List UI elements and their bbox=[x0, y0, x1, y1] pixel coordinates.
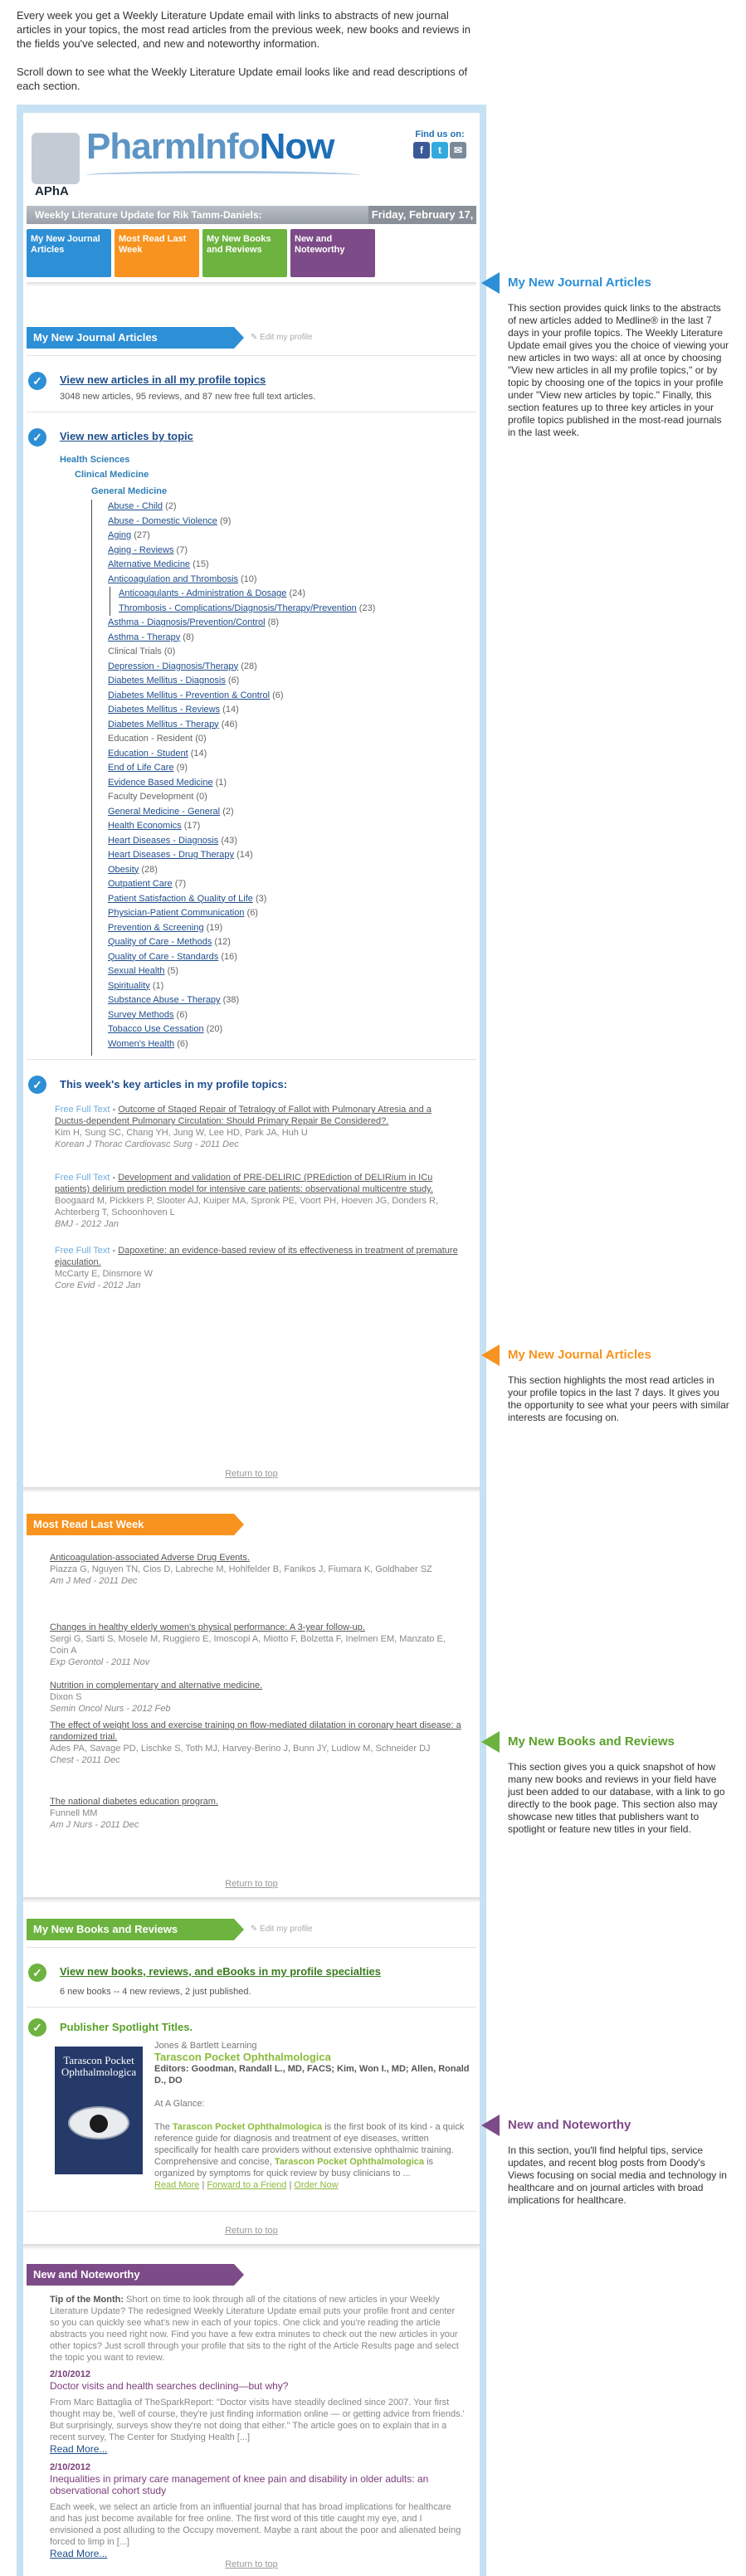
side-noteworthy-title: New and Noteworthy bbox=[508, 2118, 631, 2132]
topic-count: (27) bbox=[134, 530, 150, 540]
topic-label[interactable]: Abuse - Child bbox=[108, 501, 163, 511]
topic-label[interactable]: Anticoagulation and Thrombosis bbox=[108, 573, 238, 584]
topic-count: (9) bbox=[176, 763, 188, 773]
brand-name-b: Now bbox=[259, 126, 334, 167]
topic-item[interactable] bbox=[108, 674, 456, 689]
article-title-link[interactable]: The effect of weight loss and exercise training on flow-mediated dilatation in coronary heart disease: a randomized trial. bbox=[50, 1720, 461, 1742]
topic-item[interactable] bbox=[108, 950, 456, 965]
article-source: Exp Gerontol - 2011 Nov bbox=[50, 1657, 150, 1667]
article-heading: Free Full Text - Development and validation of PRE-DELIRIC (PREdiction of DELIRium in ICu patients) delirium prediction model for intensive care patients: observational multicentre study. bbox=[55, 1173, 433, 1194]
read-more-link[interactable]: Read More... bbox=[50, 2548, 108, 2559]
topic-count: (24) bbox=[289, 588, 306, 598]
topic-label[interactable]: Alternative Medicine bbox=[108, 559, 191, 569]
forward-friend-link[interactable]: Forward to a Friend bbox=[207, 2180, 287, 2190]
pharminfonow-logo[interactable] bbox=[28, 121, 385, 204]
topic-item[interactable] bbox=[108, 747, 456, 762]
side-books-desc: This section gives you a quick snapshot of how many new books and reviews in your field have just been added to our database, with a link to go directly to the book page. This section also may showcase new titles that publishers want to spotlight or feature new titles in your field. bbox=[508, 1761, 725, 1835]
article-source: Semin Oncol Nurs - 2012 Feb bbox=[50, 1704, 171, 1714]
topic-label[interactable]: Diabetes Mellitus - Diagnosis bbox=[108, 676, 226, 685]
tip-of-month: Tip of the Month: Short on time to look through all of the citations of new articles in your Weekly Literature Update? The redesigned Weekly Literature Update email puts your profile front and center so you can quickly see what's new in each of your topics. One click and you're reading the article abstracts you need right now. Find you have a few extra minutes to check out the new articles in your other topics? Just scroll through your profile that sits to the right of the Article Results page and select the topic you want to review. bbox=[50, 2295, 459, 2363]
topic-count: (1) bbox=[215, 777, 227, 788]
topic-count: (6) bbox=[227, 676, 240, 685]
article-authors: Piazza G, Nguyen TN, Cios D, Labreche M, Hohlfelder B, Fanikos J, Fiumara K, Goldhaber SZ bbox=[50, 1564, 432, 1574]
post-title[interactable]: Doctor visits and health searches declining—but why? bbox=[50, 2380, 289, 2392]
tab-books-reviews[interactable]: My New Books and Reviews bbox=[202, 229, 287, 277]
article-source: Am J Nurs - 2011 Dec bbox=[50, 1820, 139, 1830]
topic-label[interactable]: Health Economics bbox=[108, 821, 182, 831]
journal-section-bar: My New Journal Articles bbox=[27, 327, 234, 349]
topic-count: (28) bbox=[241, 661, 257, 671]
email-body bbox=[23, 113, 480, 2576]
topic-count: (38) bbox=[222, 995, 240, 1005]
key-article bbox=[55, 1172, 461, 1230]
check-icon: ✓ bbox=[28, 372, 46, 390]
topic-label[interactable]: Substance Abuse - Therapy bbox=[108, 995, 221, 1005]
arrow-icon bbox=[481, 1731, 500, 1753]
article-source: Am J Med - 2011 Dec bbox=[50, 1576, 138, 1586]
article-authors: Boogaard M, Pickkers P, Slooter AJ, Kuiper MA, Spronk PE, Voort PH, Hoeven JG, Donders R, Achterberg T, Schoonhoven L bbox=[55, 1196, 439, 1217]
topic-item[interactable] bbox=[108, 979, 456, 994]
topic-item[interactable] bbox=[108, 805, 456, 820]
section-separator bbox=[23, 1487, 480, 1493]
books-summary: 6 new books -- 4 new reviews, 2 just published. bbox=[60, 1987, 251, 1997]
arrow-icon bbox=[481, 272, 500, 294]
article-authors: McCarty E, Dinsmore W bbox=[55, 1269, 153, 1279]
topic-label[interactable]: Survey Methods bbox=[108, 1009, 174, 1020]
brand-name-a: PharmInfo bbox=[86, 126, 260, 167]
topic-label[interactable]: General Medicine - General bbox=[108, 806, 221, 817]
key-articles-title: This week's key articles in my profile topics: bbox=[60, 1078, 288, 1090]
topic-count: (6) bbox=[272, 690, 284, 700]
article-title-link[interactable]: Changes in healthy elderly women's physical performance: A 3-year follow-up. bbox=[50, 1622, 365, 1632]
social-links bbox=[407, 129, 473, 161]
post-date: 2/10/2012 bbox=[50, 2462, 90, 2472]
topic-label[interactable]: Sexual Health bbox=[108, 966, 165, 976]
topic-label: Education - Resident bbox=[108, 734, 193, 744]
read-more-link[interactable]: Read More... bbox=[50, 2443, 108, 2455]
logo-swoosh bbox=[86, 171, 360, 179]
topic-item[interactable] bbox=[108, 573, 456, 588]
topic-label[interactable]: Heart Diseases - Drug Therapy bbox=[108, 850, 235, 860]
topic-label[interactable]: Prevention & Screening bbox=[108, 922, 204, 933]
topic-item[interactable] bbox=[110, 602, 456, 617]
topic-item bbox=[108, 790, 456, 805]
article-heading: Free Full Text - Outcome of Staged Repair of Tetralogy of Fallot with Pulmonary Atresia and a Ductus-dependent Pulmonary Circulation: Should Primary Repair Be Considered?. bbox=[55, 1105, 432, 1126]
eye-image bbox=[68, 2106, 129, 2139]
spotlight-title: Publisher Spotlight Titles. bbox=[60, 2021, 193, 2033]
side-noteworthy-desc: In this section, you'll find helpful tips, service updates, and recent blog posts from Doody's Views focusing on social media and technology in healthcare and on journal articles with broad implications for healthcare. bbox=[508, 2144, 727, 2206]
apha-logo-text: APhA bbox=[35, 184, 69, 198]
check-icon: ✓ bbox=[28, 2018, 46, 2037]
article-source: Chest - 2011 Dec bbox=[50, 1755, 120, 1765]
topic-item[interactable] bbox=[108, 776, 456, 791]
topic-item[interactable] bbox=[108, 819, 456, 834]
book-links: Read More | Forward to a Friend | Order Now bbox=[154, 2180, 339, 2190]
divider bbox=[27, 355, 476, 356]
book-title[interactable]: Tarascon Pocket Ophthalmologica bbox=[154, 2051, 331, 2063]
topic-count: (17) bbox=[183, 821, 201, 831]
topic-label: Faculty Development bbox=[108, 792, 194, 802]
topic-item[interactable] bbox=[108, 921, 456, 936]
topic-item[interactable] bbox=[108, 718, 456, 733]
intro-paragraph-1: Every week you get a Weekly Literature Update email with links to abstracts of new journal articles in your topics, the most read articles from the previous week, new books and reviews in the fields you've selected, and new and noteworthy information. bbox=[17, 9, 471, 50]
topic-label[interactable]: Evidence Based Medicine bbox=[108, 777, 213, 788]
topic-count: (14) bbox=[222, 705, 239, 715]
topic-count: (6) bbox=[177, 1038, 188, 1049]
facebook-icon[interactable]: f bbox=[413, 142, 430, 159]
topic-item bbox=[108, 732, 456, 747]
topic-item[interactable] bbox=[108, 1037, 456, 1052]
brand-name bbox=[86, 126, 334, 168]
topic-item[interactable] bbox=[108, 906, 456, 921]
topic-label[interactable]: Diabetes Mellitus - Reviews bbox=[108, 705, 221, 715]
side-books-title: My New Books and Reviews bbox=[508, 1734, 675, 1749]
topic-item[interactable] bbox=[108, 834, 456, 849]
side-journal-desc: This section provides quick links to the abstracts of new articles added to Medline® in the last 7 days in your profile topics. The Weekly Literature Update email gives you the choice of viewing your new articles in two ways: all at once by choosing "View new articles in all my profile topics," or by topic by choosing one of the topics in your profile under "View new articles by topic." Finally, this section features up to three key articles in your profile topics published in the most-read journals in the last week. bbox=[508, 302, 729, 438]
topic-label: Clinical Trials bbox=[108, 646, 162, 656]
topic-item[interactable] bbox=[108, 761, 456, 776]
topic-item[interactable] bbox=[108, 544, 456, 559]
key-article bbox=[55, 1104, 461, 1150]
most-read-article bbox=[50, 1720, 465, 1766]
topic-count: (7) bbox=[176, 544, 188, 555]
topic-count: (8) bbox=[267, 617, 280, 627]
topic-count: (6) bbox=[246, 908, 258, 918]
order-now-link[interactable]: Order Now bbox=[294, 2180, 339, 2190]
post-date: 2/10/2012 bbox=[50, 2369, 90, 2379]
topic-label[interactable]: Aging - Reviews bbox=[108, 544, 174, 555]
topic-label[interactable]: Anticoagulants - Administration & Dosage bbox=[119, 588, 287, 598]
topic-item[interactable] bbox=[108, 1008, 456, 1023]
article-heading: Free Full Text - Dapoxetine: an evidence-based review of its effectiveness in treatment of premature ejaculation. bbox=[55, 1246, 458, 1267]
topic-count: (1) bbox=[152, 980, 164, 991]
topic-count: (43) bbox=[221, 835, 237, 846]
topic-count: (20) bbox=[206, 1024, 223, 1034]
article-title-link[interactable]: The national diabetes education program. bbox=[50, 1797, 219, 1807]
update-date: Friday, February 17, 2012 bbox=[368, 206, 476, 224]
tab-journal-articles[interactable]: My New Journal Articles bbox=[27, 229, 111, 277]
topic-label[interactable]: Diabetes Mellitus - Therapy bbox=[108, 719, 219, 729]
topic-label[interactable]: Education - Student bbox=[108, 748, 188, 759]
topic-count: (14) bbox=[236, 850, 253, 860]
book-cover[interactable] bbox=[55, 2047, 143, 2174]
most-read-article bbox=[50, 1680, 465, 1715]
topic-item[interactable] bbox=[108, 1022, 456, 1037]
check-icon: ✓ bbox=[28, 1964, 46, 1982]
topic-label[interactable]: Aging bbox=[108, 530, 132, 540]
return-to-top-link[interactable]: Return to top bbox=[225, 1879, 278, 1889]
intro-paragraph-2: Scroll down to see what the Weekly Literature Update email looks like and read descriptions of each section. bbox=[17, 66, 468, 92]
most-read-article bbox=[50, 1622, 465, 1668]
topic-count: (3) bbox=[255, 893, 267, 904]
view-books-link[interactable]: View new books, reviews, and eBooks in my profile specialties bbox=[60, 1965, 382, 1978]
topic-count: (9) bbox=[219, 515, 232, 526]
topic-item[interactable] bbox=[108, 993, 456, 1008]
tab-noteworthy[interactable]: New and Noteworthy bbox=[290, 229, 375, 277]
return-to-top-link[interactable]: Return to top bbox=[225, 2559, 278, 2569]
topic-label[interactable]: Quality of Care - Methods bbox=[108, 937, 212, 947]
topic-count: (16) bbox=[221, 951, 237, 962]
book-editors: Editors: Goodman, Randall L., MD, FACS; Kim, Won I., MD; Allen, Ronald D., DO bbox=[154, 2064, 470, 2086]
section-separator bbox=[23, 2244, 480, 2250]
free-full-text-tag: Free Full Text bbox=[55, 1105, 110, 1115]
section-separator bbox=[23, 1897, 480, 1903]
book-cover-title: Tarascon Pocket Ophthalmologica bbox=[61, 2054, 137, 2078]
article-authors: Funnell MM bbox=[50, 1808, 98, 1818]
divider bbox=[27, 1059, 476, 1060]
topic-label[interactable]: Women's Health bbox=[108, 1038, 175, 1049]
topic-item[interactable] bbox=[108, 848, 456, 863]
view-all-topics-link[interactable]: View new articles in all my profile topics bbox=[60, 373, 266, 386]
article-title-link[interactable]: Development and validation of PRE-DELIRIC (PREdiction of DELIRium in ICu patients) delirium prediction model for intensive care patients: observational multicentre study. bbox=[55, 1173, 433, 1194]
article-title-link[interactable]: Nutrition in complementary and alternative medicine. bbox=[50, 1681, 263, 1690]
noteworthy-item bbox=[50, 2461, 465, 2560]
divider bbox=[27, 1947, 476, 1948]
side-mostread-desc: This section highlights the most read articles in your profile topics in the last 7 days. It gives you the opportunity to see what your peers with similar interests are focusing on. bbox=[508, 1374, 729, 1423]
return-to-top-link[interactable]: Return to top bbox=[225, 1469, 278, 1479]
post-title[interactable]: Inequalities in primary care management of knee pain and disability in older adults: an observational cohort study bbox=[50, 2473, 429, 2496]
topic-label[interactable]: Spirituality bbox=[108, 980, 150, 991]
topic-label[interactable]: Outpatient Care bbox=[108, 879, 173, 889]
post-body: Each week, we select an article from an influential journal that has broad implications for healthcare and has just become available for free online. The first word of this title caught my eye, and I envisioned a post alluding to the Occupy movement. Maybe a rant about the poor and alienated being forced to limp in [...] bbox=[50, 2502, 461, 2547]
noteworthy-item bbox=[50, 2369, 465, 2456]
tree-clinical-medicine[interactable]: Clinical Medicine bbox=[75, 470, 149, 480]
books-section-bar: My New Books and Reviews bbox=[27, 1919, 234, 1940]
article-title-link[interactable]: Outcome of Staged Repair of Tetralogy of Fallot with Pulmonary Atresia and a Ductus-dependent Pulmonary Circulation: Should Primary Repair Be Considered?. bbox=[55, 1105, 432, 1126]
topic-item[interactable] bbox=[108, 500, 456, 515]
topic-label[interactable]: Patient Satisfaction & Quality of Life bbox=[108, 893, 253, 904]
topic-label[interactable]: End of Life Care bbox=[108, 763, 174, 773]
article-authors: Kim H, Sung SC, Chang YH, Jung W, Lee HD, Park JA, Huh U bbox=[55, 1128, 308, 1138]
tree-general-medicine[interactable]: General Medicine bbox=[91, 486, 168, 496]
side-journal-title: My New Journal Articles bbox=[508, 276, 651, 290]
topic-item[interactable] bbox=[108, 558, 456, 573]
topic-count: (0) bbox=[163, 646, 176, 656]
twitter-icon[interactable]: t bbox=[432, 142, 448, 159]
post-body: From Marc Battaglia of TheSparkReport: "Doctor visits have steadily declined since 2007. Your first thought may be, 'well of course, they're just finding information online — or getting advice from friends.' But surprisingly, surveys show they're not doing that either." The article goes on to explain that in a recent survey, The Center for Studying Health [...] bbox=[50, 2398, 465, 2442]
topic-count: (10) bbox=[241, 573, 257, 584]
topic-list bbox=[91, 500, 456, 1056]
at-glance-label: At A Glance: bbox=[154, 2099, 205, 2109]
topic-count: (5) bbox=[167, 966, 179, 976]
topic-count: (2) bbox=[222, 806, 234, 817]
weekly-update-bar bbox=[27, 206, 476, 239]
topic-count: (46) bbox=[221, 719, 238, 729]
topic-count: (23) bbox=[358, 603, 376, 613]
topic-count: (28) bbox=[141, 864, 158, 875]
check-icon: ✓ bbox=[28, 1076, 46, 1094]
article-title-link[interactable]: Anticoagulation-associated Adverse Drug Events. bbox=[50, 1553, 250, 1563]
return-to-top-link[interactable]: Return to top bbox=[225, 2226, 278, 2236]
topic-item bbox=[108, 645, 456, 660]
check-icon: ✓ bbox=[28, 428, 46, 446]
topic-label[interactable]: Quality of Care - Standards bbox=[108, 951, 219, 962]
topic-count: (0) bbox=[195, 734, 207, 744]
blog-icon[interactable]: ✉ bbox=[450, 142, 466, 159]
tree-health-sciences[interactable]: Health Sciences bbox=[60, 455, 130, 465]
topic-item[interactable] bbox=[108, 689, 456, 704]
topic-label[interactable]: Diabetes Mellitus - Prevention & Control bbox=[108, 690, 271, 700]
noteworthy-section-bar: New and Noteworthy bbox=[27, 2264, 234, 2286]
topic-label[interactable]: Thrombosis - Complications/Diagnosis/Therapy/Prevention bbox=[119, 603, 357, 613]
topic-item[interactable] bbox=[108, 863, 456, 878]
topic-item[interactable] bbox=[108, 616, 456, 631]
topic-count: (19) bbox=[206, 922, 223, 933]
article-title-link[interactable]: Dapoxetine: an evidence-based review of its effectiveness in treatment of premature ejaculation. bbox=[55, 1246, 458, 1267]
article-source: BMJ - 2012 Jan bbox=[55, 1219, 119, 1229]
topic-count: (7) bbox=[174, 879, 187, 889]
view-by-topic-link[interactable]: View new articles by topic bbox=[60, 430, 193, 442]
topic-label[interactable]: Asthma - Therapy bbox=[108, 632, 181, 642]
edit-profile-link[interactable]: ✎ Edit my profile bbox=[251, 1925, 313, 1934]
topic-item[interactable] bbox=[108, 515, 456, 529]
all-topics-summary: 3048 new articles, 95 reviews, and 87 new free full text articles. bbox=[60, 392, 316, 402]
free-full-text-tag: Free Full Text bbox=[55, 1246, 110, 1256]
find-us-label: Find us on: bbox=[415, 129, 465, 139]
topic-label[interactable]: Obesity bbox=[108, 864, 139, 875]
tab-shadow bbox=[27, 282, 476, 286]
most-read-article bbox=[50, 1552, 465, 1587]
article-source: Korean J Thorac Cardiovasc Surg - 2011 Dec bbox=[55, 1139, 239, 1149]
article-source: Core Evid - 2012 Jan bbox=[55, 1281, 141, 1290]
mortar-pestle-icon bbox=[32, 133, 80, 184]
read-more-link[interactable]: Read More bbox=[154, 2180, 200, 2190]
topic-item[interactable] bbox=[108, 892, 456, 907]
arrow-icon bbox=[481, 2115, 500, 2136]
tab-most-read[interactable]: Most Read Last Week bbox=[115, 229, 199, 277]
topic-item[interactable] bbox=[108, 935, 456, 950]
topic-count: (2) bbox=[165, 501, 177, 511]
divider bbox=[27, 2211, 476, 2212]
book-info bbox=[154, 2040, 470, 2191]
topic-label[interactable]: Asthma - Diagnosis/Prevention/Control bbox=[108, 617, 266, 627]
side-mostread-title: My New Journal Articles bbox=[508, 1348, 651, 1362]
edit-profile-link[interactable]: ✎ Edit my profile bbox=[251, 333, 313, 342]
topic-item[interactable] bbox=[110, 587, 456, 602]
article-authors: Ades PA, Savage PD, Lischke S, Toth MJ, Harvey-Berino J, Bunn JY, Ludlow M, Schneider DJ bbox=[50, 1744, 431, 1754]
topic-count: (15) bbox=[193, 559, 209, 569]
topic-label[interactable]: Abuse - Domestic Violence bbox=[108, 515, 217, 526]
article-authors: Dixon S bbox=[50, 1692, 82, 1702]
topic-count: (12) bbox=[214, 937, 231, 947]
weekly-update-title: Weekly Literature Update for Rik Tamm-Daniels: bbox=[35, 209, 262, 221]
article-authors: Sergi G, Sarti S, Mosele M, Ruggiero E, Imoscopi A, Miotto F, Bolzetta F, Inelmen EM, Manzato E, Coin A bbox=[50, 1634, 446, 1656]
topic-item[interactable] bbox=[108, 964, 456, 979]
most-read-article bbox=[50, 1796, 465, 1831]
topic-label[interactable]: Tobacco Use Cessation bbox=[108, 1024, 204, 1034]
book-publisher: Jones & Bartlett Learning bbox=[154, 2041, 257, 2051]
intro-text bbox=[17, 8, 481, 107]
divider bbox=[27, 2007, 476, 2008]
most-read-section-bar: Most Read Last Week bbox=[27, 1514, 234, 1535]
topic-item[interactable] bbox=[108, 631, 456, 646]
arrow-icon bbox=[481, 1344, 500, 1366]
topic-item[interactable] bbox=[108, 703, 456, 718]
topic-item[interactable] bbox=[108, 529, 456, 544]
topic-label[interactable]: Physician-Patient Communication bbox=[108, 908, 245, 918]
topic-label[interactable]: Heart Diseases - Diagnosis bbox=[108, 835, 219, 846]
topic-count: (14) bbox=[190, 748, 207, 759]
topic-count: (8) bbox=[183, 632, 194, 642]
book-description: The Tarascon Pocket Ophthalmologica is the first book of its kind - a quick reference guide for diagnosis and treatment of eye diseases, written specifically for health care providers without extensive ophthalmic training. Comprehensive and concise, Tarascon Pocket Ophthalmologica is organized by symptoms for quick review by busy clinicians to ... bbox=[154, 2122, 465, 2178]
free-full-text-tag: Free Full Text bbox=[55, 1173, 110, 1183]
topic-count: (6) bbox=[176, 1009, 188, 1020]
topic-item[interactable] bbox=[108, 877, 456, 892]
topic-item[interactable] bbox=[108, 660, 456, 675]
topic-count: (0) bbox=[196, 792, 207, 802]
email-frame bbox=[17, 105, 486, 2576]
topic-label[interactable]: Depression - Diagnosis/Therapy bbox=[108, 661, 239, 671]
key-article bbox=[55, 1245, 461, 1291]
